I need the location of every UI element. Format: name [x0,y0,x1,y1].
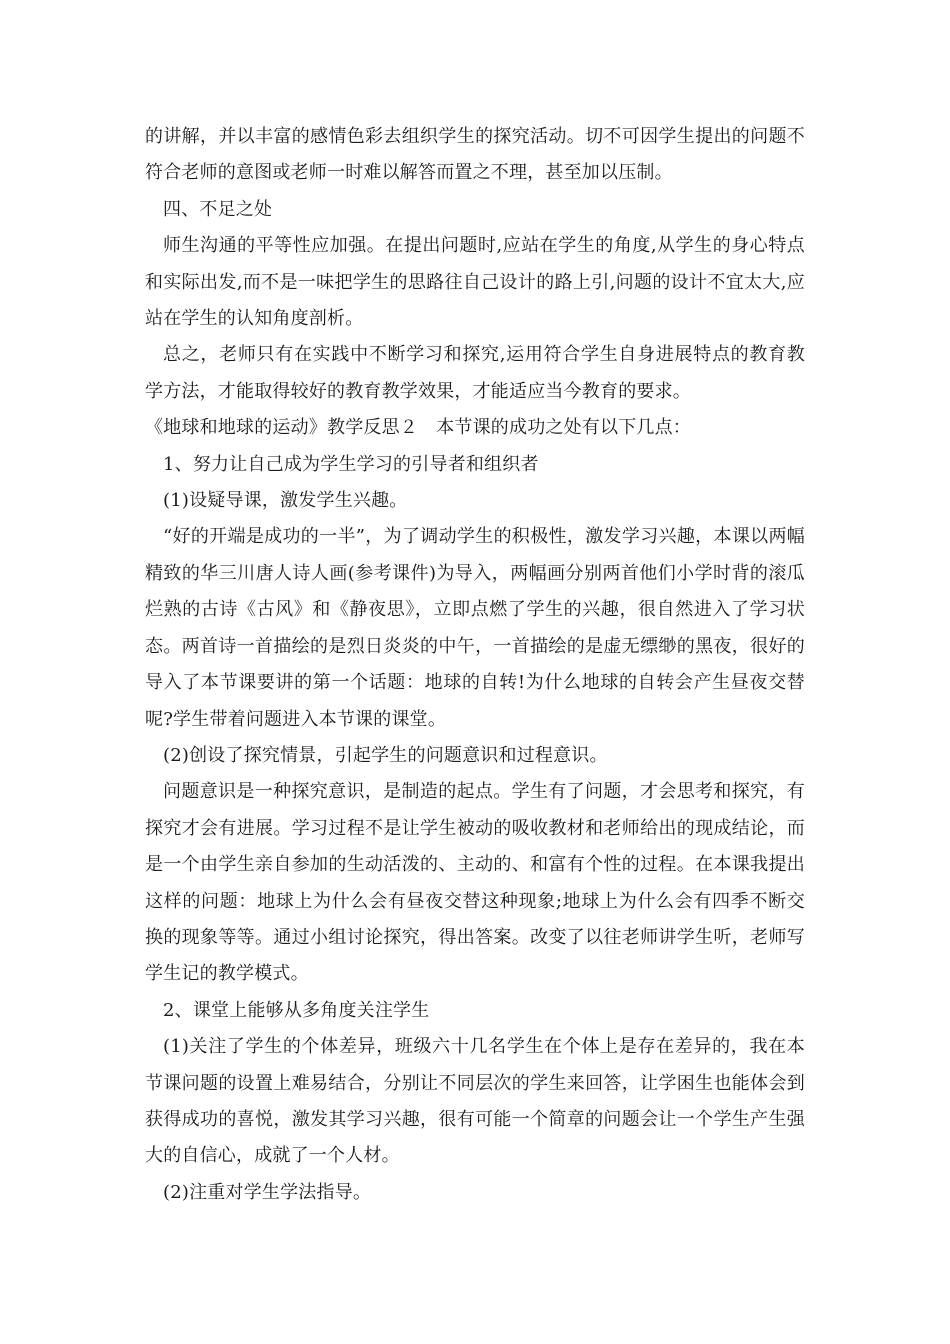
paragraph-good-start: “好的开端是成功的一半”，为了调动学生的积极性，激发学习兴趣，本课以两幅精致的华三川唐人诗人画(参考课件)为导入，两幅画分别两首他们小学时背的滚瓜烂熟的古诗《古风》和《静夜思》，立即点燃了学生的兴趣，很自然进入了学习状态。两首诗一首描绘的是烈日炎炎的中午，一首描绘的是虚无缥缈的黑夜，很好的导入了本节课要讲的第一个话题：地球的自转!为什么地球的自转会产生昼夜交替呢?学生带着问题进入本节课的课堂。 [145,526,805,730]
heading-guide-organizer: 1、努力让自己成为学生学习的引导者和组织者 [163,453,539,475]
heading-reflection-2: 《地球和地球的运动》教学反思２ 本节课的成功之处有以下几点： [145,417,691,439]
heading-multi-angle: 2、课堂上能够从多角度关注学生 [163,999,430,1021]
paragraph-communication: 师生沟通的平等性应加强。在提出问题时,应站在学生的角度,从学生的身心特点和实际出发,而不是一味把学生的思路往自己设计的路上引,问题的设计不宜太大,应站在学生的认知角度剖析。 [145,235,805,330]
heading-shortcomings: 四、不足之处 [163,198,273,220]
subheading-study-methods: (2)注重对学生学法指导。 [163,1181,372,1203]
paragraph-summary: 总之，老师只有在实践中不断学习和探究,运用符合学生自身进展特点的教育教学方法，才能取得较好的教育教学效果，才能适应当今教育的要求。 [145,344,805,402]
subheading-inquiry-scene: (2)创设了探究情景，引起学生的问题意识和过程意识。 [163,744,608,766]
paragraph-continuation: 的讲解，并以丰富的感情色彩去组织学生的探究活动。切不可因学生提出的问题不符合老师的意图或老师一时难以解答而置之不理，甚至加以压制。 [145,126,805,184]
document-body [145,119,805,1211]
paragraph-individual-differences: (1)关注了学生的个体差异，班级六十几名学生在个体上是存在差异的，我在本节课问题的设置上难易结合，分别让不同层次的学生来回答，让学困生也能体会到获得成功的喜悦，激发其学习兴趣，很有可能一个简章的问题会让一个学生产生强大的自信心，成就了一个人材。 [145,1036,805,1167]
subheading-question-intro: (1)设疑导课，激发学生兴趣。 [163,490,408,512]
paragraph-problem-awareness: 问题意识是一种探究意识，是制造的起点。学生有了问题，才会思考和探究，有探究才会有进展。学习过程不是让学生被动的吸收教材和老师给出的现成结论，而是一个由学生亲自参加的生动活泼的、主动的、和富有个性的过程。在本课我提出这样的问题：地球上为什么会有昼夜交替这种现象;地球上为什么会有四季不断交换的现象等等。通过小组讨论探究，得出答案。改变了以往老师讲学生听，老师写学生记的教学模式。 [145,781,805,985]
